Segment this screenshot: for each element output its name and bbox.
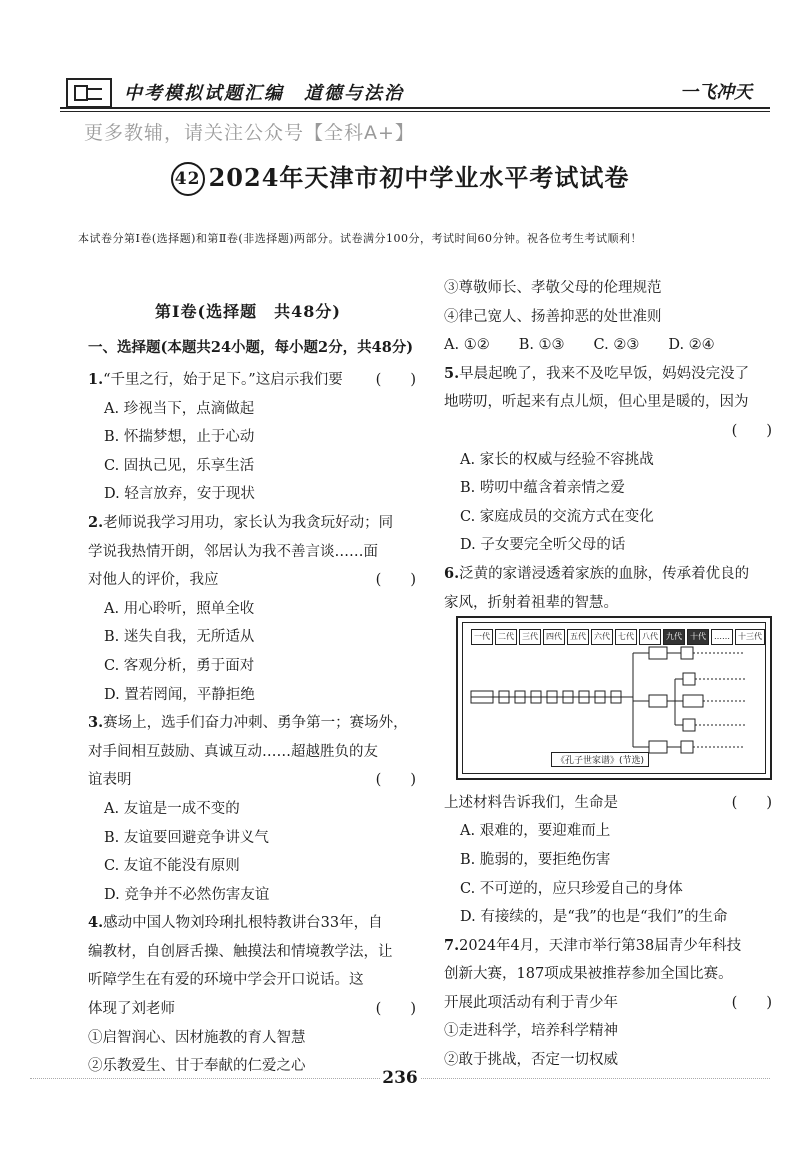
question-4-stem-line2: 编教材，自创唇舌操、触摸法和情境教学法，让 [88,943,393,960]
question-4-stem-line4: 体现了刘老师 ( ) [88,1001,416,1018]
question-1-stem: 1.“千里之行，始于足下。”这启示我们要 ( ) [88,371,416,388]
question-6-stem-line2: 家风，折射着祖辈的智慧。 [444,594,618,611]
question-5-stem-line1: 5.早晨起晚了，我来不及吃早饭，妈妈没完没了 [444,364,750,382]
watermark-text: 更多教辅，请关注公众号【全科A+】 [84,122,415,144]
page-number: 236 [380,1068,420,1088]
exam-instructions: 本试卷分第Ⅰ卷(选择题)和第Ⅱ卷(非选择题)两部分。试卷满分100分，考试时间60分钟。祝各位考生考试顺利！ [78,232,642,245]
q4-statement-3: ③尊敬师长、孝敬父母的伦理规范 [444,280,662,296]
section-title: 一、选择题(本题共24小题，每小题2分，共48分) [88,339,414,356]
question-7-stem-line1: 7.2024年4月，天津市举行第38届青少年科技 [444,936,742,954]
q6-option-b: B. 脆弱的，要拒绝伤害 [460,851,611,868]
question-5-stem-line2: 地唠叨，听起来有点儿烦，但心里是暖的，因为 [444,394,749,411]
left-column [88,366,418,1081]
q2-option-b: B. 迷失自我，无所适从 [104,629,255,646]
q2-option-c: C. 客观分析，勇于面对 [104,657,255,674]
q2-option-d: D. 置若罔闻，平静拒绝 [104,686,255,703]
q3-option-c: C. 友谊不能没有原则 [104,858,240,875]
generation-label: 二代 [495,629,517,645]
q4-statement-2: ②乐教爱生、甘于奉献的仁爱之心 [88,1058,306,1075]
q4-statement-1: ①启智润心、因材施教的育人智慧 [88,1029,306,1046]
q2-option-a: A. 用心聆听，照单全收 [104,600,255,617]
question-3-stem-line3: 谊表明 ( ) [88,772,416,789]
exam-number-badge: 42 [171,162,205,196]
series-title: 中考模拟试题汇编 道德与法治 [124,83,404,104]
q3-option-d: D. 竞争并不必然伤害友谊 [104,886,270,903]
series-logo-icon [66,78,112,108]
question-7-stem-line3: 开展此项活动有利于青少年 ( ) [444,994,772,1011]
question-7-stem-line2: 创新大赛，187项成果被推荐参加全国比赛。 [444,966,733,983]
q5-option-a: A. 家长的权威与经验不容挑战 [460,451,654,468]
generation-label: 八代 [639,629,661,645]
figure-frame [462,622,766,774]
exam-title-block [0,158,800,196]
q3-option-b: B. 友谊要回避竞争讲义气 [104,829,269,846]
q6-option-c: C. 不可逆的，应只珍爱自己的身体 [460,880,683,897]
question-2-stem-line1: 2.老师说我学习用功，家长认为我贪玩好动；同 [88,513,394,531]
generation-label: 三代 [519,629,541,645]
question-2-stem-line3: 对他人的评价，我应 ( ) [88,572,416,589]
q1-option-c: C. 固执己见，乐享生活 [104,457,255,474]
figure-caption: 《孔子世家谱》(节选) [551,752,649,767]
header-rule [60,107,770,109]
question-3-stem-line1: 3.赛场上，选手们奋力冲刺、勇争第一；赛场外， [88,714,408,732]
generation-label: …… [711,629,733,645]
question-6-stem-line1: 6.泛黄的家谱浸透着家族的血脉，传承着优良的 [444,564,750,582]
generation-label: 五代 [567,629,589,645]
brand-logo: 一飞冲天 [680,82,752,103]
q5-option-c: C. 家庭成员的交流方式在变化 [460,508,654,525]
q1-option-a: A. 珍视当下，点滴做起 [104,400,255,417]
question-4-stem-line1: 4.感动中国人物刘玲琍扎根特教讲台33年，自 [88,914,383,932]
q1-option-d: D. 轻言放弃，安于现状 [104,486,255,503]
q5-option-b: B. 唠叨中蕴含着亲情之爱 [460,480,625,497]
q4-statement-4: ④律己宽人、扬善抑恶的处世准则 [444,308,662,325]
header-rule-thin [60,111,770,112]
generation-label: 十代 [687,629,709,645]
generation-label: 九代 [663,629,685,645]
q5-option-d: D. 子女要完全听父母的话 [460,537,626,554]
generation-label: 六代 [591,629,613,645]
generation-label: 十三代 [735,629,765,645]
question-4-stem-line3: 听障学生在有爱的环境中学会开口说话。这 [88,972,364,989]
generation-label: 一代 [471,629,493,645]
part1-title: 第Ⅰ卷(选择题 共48分) [155,302,341,321]
generation-label: 七代 [615,629,637,645]
question-6-after-figure: 上述材料告诉我们，生命是 ( ) [444,794,772,811]
question-5-paren: ( ) [731,422,772,439]
question-2-stem-line2: 学说我热情开朗，邻居认为我不善言谈……面 [88,543,378,560]
q7-statement-1: ①走进科学，培养科学精神 [444,1023,618,1040]
exam-title: 2024年天津市初中学业水平考试试卷 [208,163,630,192]
question-3-stem-line2: 对手间相互鼓励、真诚互动……超越胜负的友 [88,743,378,760]
q4-choices: A. ①② B. ①③ C. ②③ D. ②④ [444,337,715,354]
q6-option-a: A. 艰难的，要迎难而上 [460,823,611,840]
q1-option-b: B. 怀揣梦想，止于心动 [104,429,255,446]
q3-option-a: A. 友谊是一成不变的 [104,800,240,817]
q6-option-d: D. 有接续的，是“我”的也是“我们”的生命 [460,909,728,926]
family-tree-lines [463,623,765,773]
q7-statement-2: ②敢于挑战，否定一切权威 [444,1052,618,1069]
family-tree-figure [456,616,772,780]
generation-label: 四代 [543,629,565,645]
